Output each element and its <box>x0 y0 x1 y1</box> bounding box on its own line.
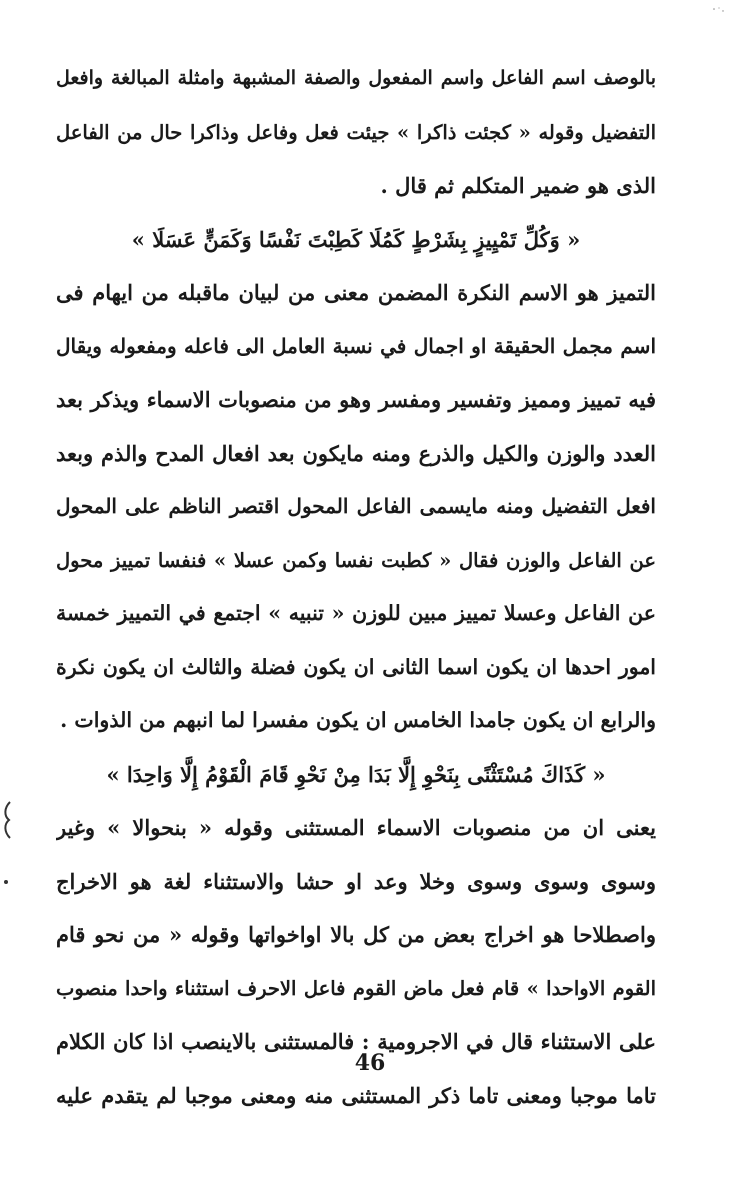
text-line: التفضيل وقوله « كجئت ذاكرا » جيئت فعل وفاعل وذاكرا حال من الفاعل <box>56 120 656 144</box>
text-line: تاما موجبا ومعنى تاما ذكر المستثنى منه ومعنى موجبا لم يتقدم عليه <box>56 1082 656 1108</box>
text-line: والرابع ان يكون جامدا الخامس ان يكون مفسرا لما انبهم من الذوات . <box>60 708 656 732</box>
text-line: وسوى وسوى وسوى وخلا وعد او حشا والاستثناء لغة هو الاخراج <box>56 868 656 894</box>
text-line: التميز هو الاسم النكرة المضمن معنى من لبيان ماقبله من ايهام فى <box>56 280 656 305</box>
text-line: الذى هو ضمير المتكلم ثم قال . <box>380 173 656 198</box>
text-line: العدد والوزن والكيل والذرع ومنه مايكون بعد افعال المدح والذم وبعد <box>56 440 656 466</box>
verse-line: « وَكُلِّ تَمْيِيزٍ بِشَرْطٍ كَمُلَا كَطِبْتَ نَفْسًا وَكَمَنٍّ عَسَلَا » <box>131 226 581 252</box>
text-line: على الاستثناء قال في الاجرومية : فالمستثنى بالاينصب اذا كان الكلام <box>56 1029 656 1054</box>
text-line: اسم مجمل الحقيقة او اجمال في نسبة العامل الى فاعله ومفعوله ويقال <box>56 333 656 358</box>
text-line: القوم الاواحدا » قام فعل ماض القوم فاعل الاحرف استثناء واحدا منصوب <box>56 976 656 1000</box>
scan-specks <box>712 6 726 16</box>
verse-line: « كَذَاكَ مُسْتَثْنًى بِنَحْوِ إِلَّا بَدَا مِنْ نَحْوِ قَامَ الْقَوْمُ إِلَّا وَاحِدَا » <box>106 761 606 787</box>
text-line: عن الفاعل وعسلا تمييز مبين للوزن « تنبيه » اجتمع في التمييز خمسة <box>56 601 656 625</box>
text-line: فيه تمييز ومميز وتفسير ومفسر وهو من منصوبات الاسماء ويذكر بعد <box>56 387 656 412</box>
text-line: عن الفاعل والوزن فقال « كطبت نفسا وكمن عسلا » فنفسا تمييز محول <box>56 548 656 572</box>
text-line: امور احدها ان يكون اسما الثانى ان يكون فضلة والثالث ان يكون نكرة <box>56 654 656 679</box>
text-line: افعل التفضيل ومنه مايسمى الفاعل المحول اقتصر الناظم على المحول <box>56 494 656 518</box>
text-line: واصطلاحا هو اخراج بعض من كل بالا اواخواتها وقوله « من نحو قام <box>56 922 656 947</box>
text-line: بالوصف اسم الفاعل واسم المفعول والصفة المشبهة وامثلة المبالغة وافعل <box>56 67 656 89</box>
arabic-text-block <box>56 52 656 1122</box>
page-number: 46 <box>354 1050 386 1076</box>
text-line: يعنى ان من منصوبات الاسماء المستثنى وقوله « بنحوالا » وغير <box>56 815 656 840</box>
margin-bracket-mark <box>2 800 12 840</box>
margin-dot <box>4 880 8 884</box>
